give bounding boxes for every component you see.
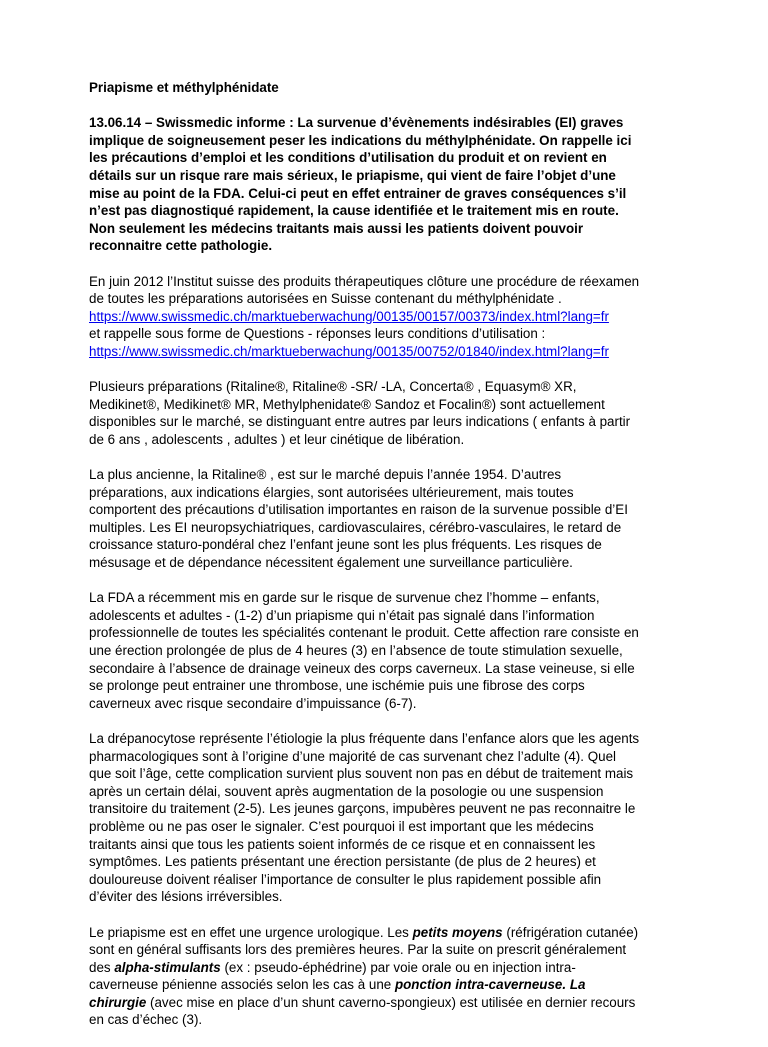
paragraph-line: douloureuse doivent réaliser l’importance de consulter le plus rapidement possible afin bbox=[89, 871, 602, 887]
treatment-paragraph bbox=[89, 924, 685, 1030]
paragraph-line: traitants ainsi que tous les patients soient informés de ce risque et en connaissent les bbox=[89, 836, 596, 852]
paragraph-line: problème ou ne pas oser le signaler. C’est pourquoi il est important que les médecins bbox=[89, 818, 594, 834]
paragraph-line: sont en général suffisants lors des premières heures. Par la suite on prescrit généralement bbox=[89, 942, 627, 958]
swissmedic-link-reexamen[interactable]: https://www.swissmedic.ch/marktueberwachung/00135/00157/00373/index.html?lang=fr bbox=[89, 308, 609, 324]
paragraph-line: comportent des précautions d’utilisation importantes en raison de la survenue possible d’EI bbox=[89, 502, 628, 518]
intro-line: n’est pas diagnostiqué rapidement, la cause identifiée et le traitement mis en route. bbox=[89, 203, 619, 219]
intro-line: mise au point de la FDA. Celui-ci peut en effet entrainer de graves conséquences s’il bbox=[89, 185, 627, 201]
paragraph-line: Plusieurs préparations (Ritaline®, Ritaline® -SR/ -LA, Concerta® , Equasym® XR, bbox=[89, 379, 577, 395]
intro-line: les précautions d’emploi et les conditions d’utilisation du produit et on revient en bbox=[89, 150, 607, 166]
paragraph-line: disponibles sur le marché, se distinguant entre autres par leurs indications ( enfants à partir bbox=[89, 414, 631, 430]
paragraph-line: La plus ancienne, la Ritaline® , est sur le marché depuis l’année 1954. D’autres bbox=[89, 467, 562, 483]
emphasis-alpha-stimulants: alpha-stimulants bbox=[114, 959, 221, 975]
text-run: Le priapisme est en effet une urgence urologique. Les bbox=[89, 924, 413, 940]
paragraph-line: secondaire à l’absence de drainage veineux des corps caverneux. La stase veineuse, si elle bbox=[89, 660, 635, 676]
paragraph-line: En juin 2012 l’Institut suisse des produits thérapeutiques clôture une procédure de réexamen bbox=[89, 273, 640, 289]
paragraph-line: d’éviter des lésions irréversibles. bbox=[89, 889, 283, 905]
swissmedic-link-questions[interactable]: https://www.swissmedic.ch/marktueberwachung/00135/00752/01840/index.html?lang=fr bbox=[89, 343, 609, 359]
emphasis-petits-moyens: petits moyens bbox=[412, 924, 503, 940]
emphasis-chirurgie: chirurgie bbox=[89, 994, 147, 1010]
document-title: Priapisme et méthylphénidate bbox=[89, 80, 279, 95]
etiology-paragraph bbox=[89, 730, 685, 906]
text-run: des bbox=[89, 959, 115, 975]
paragraph-line bbox=[89, 976, 685, 994]
paragraph-line: après un certain délai, souvent après augmentation de la posologie ou une suspension bbox=[89, 783, 604, 799]
paragraph-line: adolescents et adultes - (1-2) d’un priapisme qui n’était pas signalé dans l’information bbox=[89, 607, 595, 623]
paragraph-line: professionnelle de toutes les spécialités contenant le produit. Cette affection rare consiste en bbox=[89, 625, 639, 641]
paragraph-line: La drépanocytose représente l’étiologie la plus fréquente dans l’enfance alors que les agents bbox=[89, 730, 640, 746]
intro-line: implique de soigneusement peser les indications du méthylphénidate. On rappelle ici bbox=[89, 132, 632, 148]
paragraph-line: La FDA a récemment mis en garde sur le risque de survenue chez l’homme – enfants, bbox=[89, 590, 600, 606]
paragraph-line: Medikinet®, Medikinet® MR, Methylphenidate® Sandoz et Focalin®) sont actuellement bbox=[89, 396, 605, 412]
paragraph-line: que soit l’âge, cette complication survient plus souvent non pas en début de traitement mais bbox=[89, 766, 634, 782]
paragraph-line: de 6 ans , adolescents , adultes ) et leur cinétique de libération. bbox=[89, 431, 465, 447]
emphasis-ponction: ponction intra-caverneuse. La bbox=[394, 977, 586, 993]
paragraph-line: pharmacologiques sont à l’origine d’une majorité de cas survenant chez l’adulte (4). Quel bbox=[89, 748, 616, 764]
swissmedic-paragraph bbox=[89, 273, 685, 361]
paragraph-line bbox=[89, 924, 685, 942]
document-body bbox=[89, 79, 685, 1047]
fda-warning-paragraph bbox=[89, 589, 685, 712]
paragraph-line: croissance staturo-pondéral chez l’enfant jeune sont les plus fréquents. Les risques de bbox=[89, 537, 602, 553]
intro-line: reconnaitre cette pathologie. bbox=[89, 238, 273, 254]
paragraph-line: en cas d’échec (3). bbox=[89, 1012, 203, 1028]
paragraph-line: symptômes. Les patients présentant une érection persistante (de plus de 2 heures) et bbox=[89, 854, 596, 870]
paragraph-line: mésusage et de dépendance nécessitent également une surveillance particulière. bbox=[89, 555, 573, 571]
paragraph-line: multiples. Les EI neuropsychiatriques, cardiovasculaires, cérébro-vasculaires, le retard de bbox=[89, 519, 622, 535]
text-run: (avec mise en place d’un shunt caverno-spongieux) est utilisée en dernier recours bbox=[146, 994, 636, 1010]
preparations-paragraph bbox=[89, 378, 685, 448]
paragraph-line: de toutes les préparations autorisées en Suisse contenant du méthylphénidate . bbox=[89, 291, 562, 307]
ritaline-history-paragraph bbox=[89, 466, 685, 572]
paragraph-line: se prolonge peut entrainer une thrombose, une ischémie puis une fibrose des corps bbox=[89, 678, 585, 694]
paragraph-line: caverneux avec risque secondaire d’impuissance (6-7). bbox=[89, 695, 417, 711]
paragraph-line: préparations, aux indications élargies, sont autorisées ultérieurement, mais toutes bbox=[89, 484, 574, 500]
intro-line: détails sur un risque rare mais sérieux, le priapisme, qui vient de faire l’objet d’une bbox=[89, 167, 616, 183]
text-run: (réfrigération cutanée) bbox=[502, 924, 639, 940]
paragraph-line bbox=[89, 959, 685, 977]
paragraph-line: transitoire du traitement (2-5). Les jeunes garçons, impubères peuvent ne pas reconnaitre le bbox=[89, 801, 636, 817]
paragraph-line: une érection prolongée de plus de 4 heures (3) en l’absence de toute stimulation sexuelle, bbox=[89, 643, 623, 658]
paragraph-line bbox=[89, 994, 685, 1012]
text-run: (ex : pseudo-éphédrine) par voie orale ou en injection intra- bbox=[220, 959, 576, 975]
intro-paragraph bbox=[89, 114, 685, 255]
intro-line: Non seulement les médecins traitants mais aussi les patients doivent pouvoir bbox=[89, 220, 584, 236]
text-run: caverneuse pénienne associés selon les cas à une bbox=[89, 977, 395, 993]
intro-line: 13.06.14 – Swissmedic informe : La survenue d’évènements indésirables (EI) graves bbox=[89, 115, 624, 131]
paragraph-line: et rappelle sous forme de Questions - réponses leurs conditions d’utilisation : bbox=[89, 326, 546, 342]
